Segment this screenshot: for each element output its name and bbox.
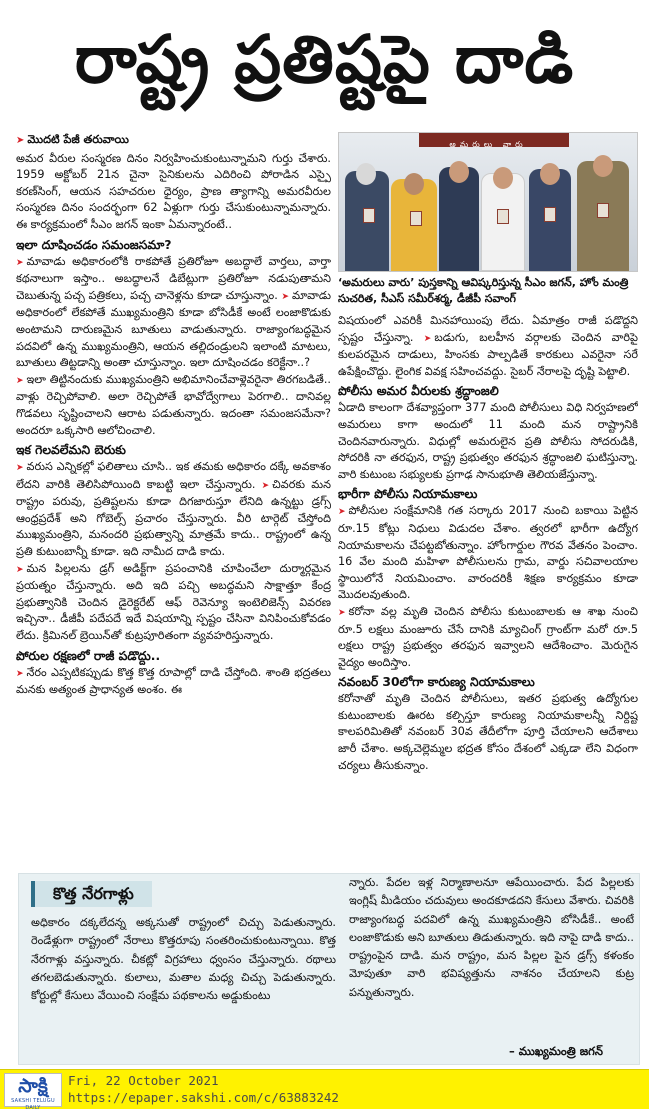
bullet-icon: ➤ [423, 333, 432, 344]
paragraph-text: వరుస ఎన్నికల్లో ఫలితాలు చూసి.. ఇక తమకు అధికారం దక్కే అవకాశం లేదని వారికి తెలిసిపోయింది కాబట్టి ఇలా చేస్తున్నారు. [16, 460, 331, 491]
paragraph-text: పోలీసుల సంక్షేమానికి గత సర్కారు 2017 నుంచి బకాయి పెట్టిన రూ.15 కోట్లు నిధులు విడుదల చేశాం. త్వరలో భారీగా ఉద్యోగ నియామకాలను చేపట్టబోతున్నాం. హోంగార్డుల గౌరవ వేతనం పెంచాం. 16 వేల మంది మహిళా పోలీసులను గ్రామ, వార్డు సచివాలయాల స్థాయిలోనే నియమించాం. వారందరికీ శిక్షణ కార్యక్రమం కూడా మొదలవుతుంది. [338, 504, 638, 602]
right-column [338, 132, 638, 862]
paragraph: ఏడాది కాలంగా దేశవ్యాప్తంగా 377 మంది పోలీసులు విధి నిర్వహణలో అమరులు కాగా అందులో 11 మంది మన రాష్ట్రానికి చెందినవారున్నారు. విధుల్లో అమరులైన ప్రతి పోలీసు సోదరుడికి, సోదరికి నా తరఫున, రాష్ట్ర ప్రభుత్వం తరఫున శ్రద్ధాంజలి ఘటిస్తున్నా. వారి కుటుంబ సభ్యులకు ప్రగాఢ సానుభూతి తెలియజేస్తున్నా. [338, 401, 638, 481]
logo-text: సాక్షి [18, 1075, 48, 1097]
footer-url[interactable]: https://epaper.sakshi.com/c/63883242 [68, 1090, 339, 1105]
bullet-icon: ➤ [16, 564, 24, 575]
news-photo [338, 132, 638, 272]
box-left-text: అధికారం దక్కలేదన్న అక్కసుతో రాష్ట్రంలో చిచ్చు పెడుతున్నారు. రెండేళ్లుగా రాష్ట్రంలో నేరాలు కొత్తరూపు సంతరించుకుంటున్నాయి. కొత్త నేరగాళ్లు వస్తున్నారు. చీకట్లో విగ్రహాలు ధ్వంసం చేస్తున్నారు. రథాలు తగలబెడుతున్నారు. కులాలు, మతాల మధ్య చిచ్చు పెడుతున్నారు. కోర్టుల్లో కేసులు వేయించి సంక్షేమ పథకాలను అడ్డుకుంటు [31, 916, 336, 1003]
photo-banner-text: అమరులు వారు [449, 140, 527, 149]
bullet-icon: ➤ [16, 375, 24, 386]
person-head [449, 161, 469, 183]
paragraph-text: కరోనా వల్ల మృతి చెందిన పోలీసు కుటుంబాలకు ఆ శాఖ నుంచి రూ.5 లక్షలు మంజూరు చేసే దానికి మ్యాచింగ్ గ్రాంట్‌గా మరో రూ.5 లక్షలు రాష్ట్ర ప్రభుత్వం తరఫున ఇవ్వాలని ఆదేశించాం. మెరుగైన వైద్యం అందిస్తాం. [338, 604, 638, 669]
section-title: భారీగా పోలీసు నియామకాలు [338, 487, 478, 502]
left-column [16, 132, 331, 862]
person-head [356, 163, 376, 185]
person-head [540, 163, 560, 185]
intro-paragraph: అమర వీరుల సంస్మరణ దినం నిర్వహించుకుంటున్నామని గుర్తు చేశారు. 1959 అక్టోబర్ 21న చైనా సైనికులను ఎదిరించి పోరాడిన ఎస్పై కరణ్‌సింగ్, ఆయన సహచరుల ధైర్యం, ప్రాణ త్యాగాన్ని అమరవీరుల సంస్మరణ దినం సందర్భంగా 62 ఏళ్లుగా గుర్తు చేసుకుంటున్నామన్నారు. ఈ కార్యక్రమంలో సీఎం జగన్ ఇంకా ఏమన్నారంటే.. [16, 151, 331, 231]
paragraph-text: విషయంలో ఎవరికీ మినహాయింపు లేదు. ఏమాత్రం రాజీ పడొద్దని స్పష్టం చేస్తున్నా. [338, 314, 638, 344]
paragraph-text: నేరం ఎప్పటికప్పుడు కొత్త కొత్త రూపాల్లో దాడి చేస్తోంది. శాంతి భద్రతలు మనకు అత్యంత ప్రాధాన్యత అంశం. ఈ [16, 665, 331, 697]
paragraph-text: మావాడు అధికారంలోకి రాకపోతే ప్రతిరోజూ అబద్ధాలే వార్తలు, వార్తా కథనాలుగా ఇస్తాం.. అబద్ధాలనే డిబేట్లుగా ప్రతిరోజూ నడుపుతామని చెబుతున్న పచ్చ పత్రికలు, పచ్చ చానెళ్లను కూడా చూస్తున్నాం. [16, 254, 331, 302]
section-title: ఇక గెలవలేమని బెరుకు [16, 443, 126, 458]
bullet-icon: ➤ [338, 607, 346, 618]
bullet-icon: ➤ [261, 480, 270, 491]
footer [0, 1069, 649, 1109]
section-title: నవంబర్ 30లోగా కారుణ్య నియామకాలు [338, 675, 535, 690]
sidebar-box [18, 873, 640, 1065]
section-title: పోలీసు అమర వీరులకు శ్రద్ధాంజలి [338, 384, 499, 399]
kicker-label: మొదటి పేజీ తరువాయి [27, 133, 129, 146]
book-icon [497, 209, 509, 224]
paragraph [16, 561, 331, 645]
paragraph [338, 604, 638, 671]
section-title: పోరుల రక్షణలో రాజీ పడొద్దు.. [16, 648, 161, 663]
paragraph [338, 313, 638, 380]
person-head [493, 167, 513, 189]
paragraph [16, 372, 331, 439]
red-arrow-icon: ➤ [16, 135, 25, 146]
box-right-text: న్నారు. పేదల ఇళ్ల నిర్మాణాలనూ ఆపేయించారు. పేద పిల్లలకు ఇంగ్లిష్ మీడియం చదువులు అందకూడదని కేసులు వేశారు. చివరికి రాజ్యాంగబద్ధ పదవిలో ఉన్న ముఖ్యమంత్రిని బోసిడీకే.. అంటే లంజాకొడుకు అని బూతులు తిడుతున్నారు. ఇది నాపై దాడి కాదు.. రాష్ట్రంపైన దాడి. మన రాష్ట్రం, మన పిల్లల పైన డ్రగ్స్ కళంకం మోపుతూ వారి భవిష్యత్తును నాశనం చేయాలని కుట్ర పన్నుతున్నారు. [349, 876, 634, 999]
paragraph-text: బడుగు, బలహీన వర్గాలకు చెందిన వారిపై కులపరమైన దాడులు, హింసకు పాల్పడితే కారకులు ఎవరైనా సరే ఉపేక్షించొద్దు. లైంగిక వివక్ష సహించవద్దు. సైబర్ నేరాలపై దృష్టి పెట్టాలి. [338, 330, 638, 378]
paragraph [338, 503, 638, 604]
book-icon [410, 211, 422, 226]
book-icon [363, 208, 375, 223]
paragraph [16, 459, 331, 561]
box-title: కొత్త నేరగాళ్లు [31, 881, 152, 907]
bullet-icon: ➤ [16, 463, 24, 474]
bullet-icon: ➤ [16, 668, 24, 679]
kicker [16, 132, 331, 150]
headline: రాష్ట్ర ప్రతిష్టపై దాడి [74, 21, 575, 98]
paragraph [16, 254, 331, 372]
logo-subtitle: SAKSHI TELUGU DAILY [11, 1098, 55, 1109]
paragraph: కరోనాతో మృతి చెందిన పోలీసులు, ఇతర ప్రభుత్వ ఉద్యోగుల కుటుంబాలకు ఊరట కల్పిస్తూ కారుణ్య నియామకాలన్నీ నిర్దిష్ట కాలపరిమితితో నవంబర్ 30వ తేదీలోగా పూర్తి చేయాలని ఆదేశాలు జారీ చేశాం. అక్కచెల్లెమ్మల భద్రత కోసం దేశంలో ఎక్కడా లేని విధంగా చర్యలు తీసుకున్నాం. [338, 692, 638, 772]
section-title: ఇలా దూషించడం సమంజసమా? [16, 237, 172, 252]
bullet-icon: ➤ [338, 507, 346, 518]
paragraph-text: ఇలా తిట్టినందుకు ముఖ్యమంత్రిని అభిమానించేవాళ్లెవరైనా తిరగబడితే.. వాళ్లు రెచ్చిపోవాలి. అలా రెచ్చిపోతే భావోద్వేగాలు పెరగాలి.. దానివల్ల గొడవలు సృష్టించాలని ఆరాట పడుతున్నారు. ఇదంతా సమంజసమేనా? అందరూ ఒక్కసారి ఆలోచించాలి. [16, 372, 331, 437]
book-icon [544, 207, 556, 222]
signature: – ముఖ్యమంత్రి జగన్ [509, 1044, 603, 1058]
bullet-icon: ➤ [281, 291, 290, 302]
paragraph-text: మన పిల్లలను డ్రగ్ అడిక్ట్‌గా ప్రపంచానికి చూపించేలా దుర్మార్గమైన ప్రయత్నం చేస్తున్నారు. అది ఇది పచ్చి అబద్ధమని సాక్షాత్తూ కేంద్ర ప్రభుత్వానికి చెందిన డైరెక్టరేట్ ఆఫ్ రెవెన్యూ ఇంటెలిజెన్స్ వివరణ ఇచ్చినా.. డీజీపీ పదేపదే ఇదే విషయాన్ని స్పష్టం చేసినా వినిపించుకోవడం లేదు. క్రిమినల్ బ్రెయిన్‌తో కుట్రపూరితంగా వ్యవహరిస్తున్నారు. [16, 561, 331, 643]
sakshi-logo[interactable] [4, 1073, 62, 1107]
photo-caption: ‘అమరులు వారు’ పుస్తకాన్ని ఆవిష్కరిస్తున్న సీఎం జగన్, హోం మంత్రి సుచరిత, సీఎస్ సమీర్‌శర్మ, డీజీపీ సవాంగ్ [338, 276, 629, 305]
bullet-icon: ➤ [16, 257, 24, 268]
footer-date: Fri, 22 October 2021 [68, 1073, 219, 1088]
paragraph [16, 665, 331, 699]
paragraph-text: మావాడు అధికారంలో లేకపోతే ముఖ్యమంత్రిని కూడా బోసిడీకే అంటే లంజాకొడుకు అంటామని దారుణమైన బూతులు వాడుతున్నారు. రాజ్యాంగబద్ధమైన పదవిలో ఉన్న ముఖ్యమంత్రిని, ఆయన తల్లిదండ్రులని ఇలాంటి మాటలు, బూతులు తిట్టడాన్ని అంతా చూస్తున్నాం. ఇలా దూషించడం కరెక్టేనా..? [16, 288, 331, 370]
person-head [404, 173, 424, 195]
paragraph-text: చివరకు మన రాష్ట్రం పరువు, ప్రతిష్టలను కూడా దిగజారుస్తూ లేనిది ఉన్నట్టు డ్రగ్స్ ఆంధ్రప్రదేశ్ అని గోబెల్స్ ప్రచారం చేస్తున్నారు. వీరి టార్గెట్ చేస్తోంది ముఖ్యమంత్రిని, మనందరి ప్రభుత్వాన్ని మాత్రమే కాదు.. రాష్ట్రంలో ఉన్న ప్రతి కుటుంబాన్నీ కూడా. ఇది నామీద దాడి కాదు. [16, 477, 331, 559]
book-icon [597, 203, 609, 218]
person-head [593, 155, 613, 177]
